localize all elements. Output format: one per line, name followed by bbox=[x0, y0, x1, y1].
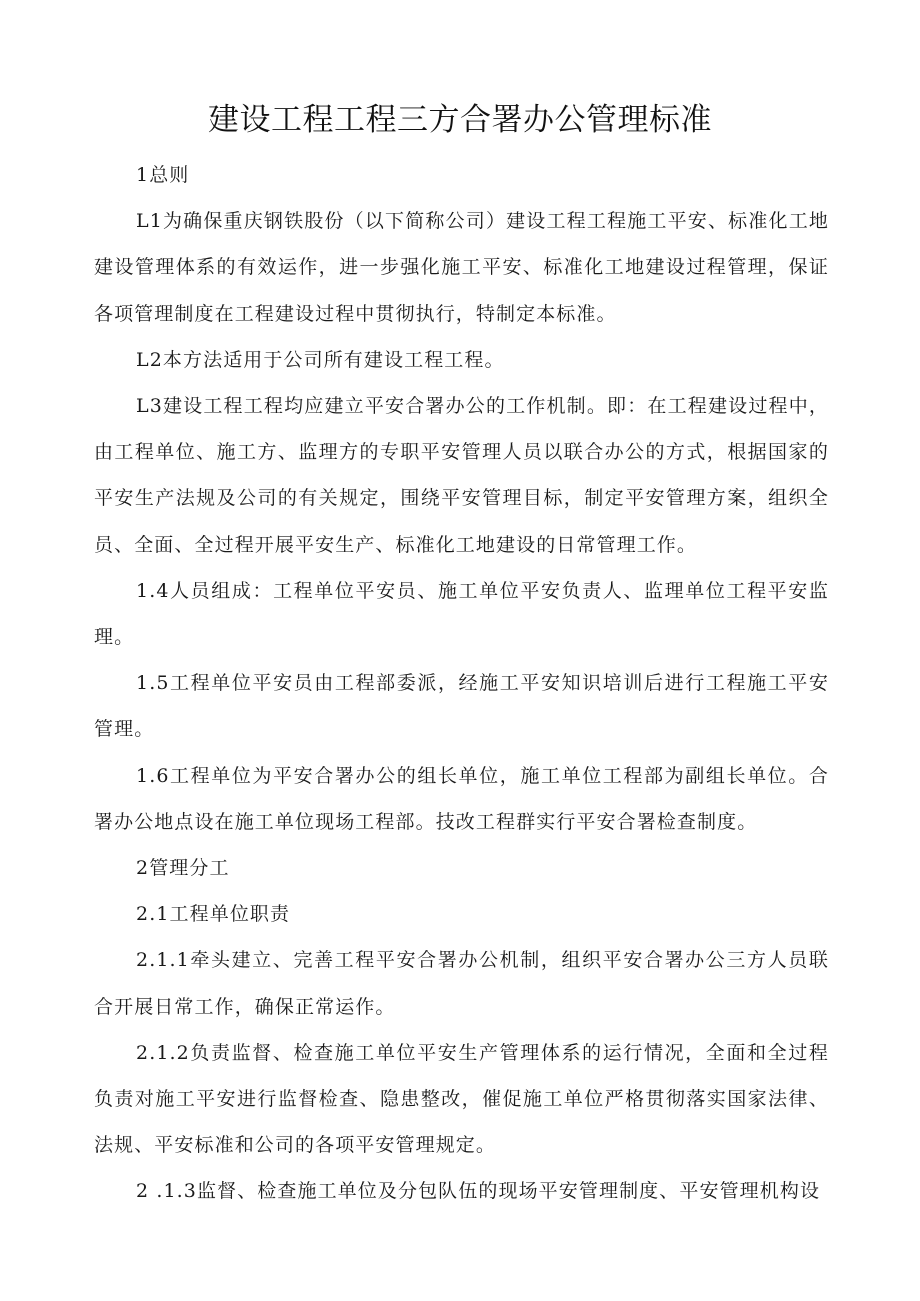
section-heading: 1总则 bbox=[136, 164, 190, 186]
paragraph: 2.1.2负责监督、检查施工单位平安生产管理体系的运行情况，全面和全过程负责对施工平安进行监督检查、隐患整改，催促施工单位严格贯彻落实国家法律、法规、平安标准和公司的各项平安管理规定。 bbox=[94, 1041, 829, 1157]
page-title: 建设工程工程三方合署办公管理标准 bbox=[208, 102, 712, 138]
paragraph: L3建设工程工程均应建立平安合署办公的工作机制。即：在工程建设过程中，由工程单位、施工方、监理方的专职平安管理人员以联合办公的方式，根据国家的平安生产法规及公司的有关规定，围绕平安管理目标，制定平安管理方案，组织全员、全面、全过程开展平安生产、标准化工地建设的日常管理工作。 bbox=[94, 395, 829, 556]
paragraph: 1.6工程单位为平安合署办公的组长单位，施工单位工程部为副组长单位。合署办公地点设在施工单位现场工程部。技改工程群实行平安合署检查制度。 bbox=[94, 764, 829, 833]
paragraph: L1为确保重庆钢铁股份（以下简称公司）建设工程工程施工平安、标准化工地建设管理体系的有效运作，进一步强化施工平安、标准化工地建设过程管理，保证各项管理制度在工程建设过程中贯彻执行，特制定本标准。 bbox=[94, 210, 829, 325]
paragraph: 2 .1.3监督、检查施工单位及分包队伍的现场平安管理制度、平安管理机构设 bbox=[136, 1180, 821, 1203]
paragraph: 1.5工程单位平安员由工程部委派，经施工平安知识培训后进行工程施工平安管理。 bbox=[94, 672, 829, 741]
section-heading: 2管理分工 bbox=[136, 857, 230, 880]
paragraph: L2本方法适用于公司所有建设工程工程。 bbox=[136, 348, 505, 371]
subsection-heading: 2.1工程单位职责 bbox=[136, 903, 291, 926]
paragraph: 1.4人员组成：工程单位平安员、施工单位平安负责人、监理单位工程平安监理。 bbox=[94, 579, 829, 649]
paragraph: 2.1.1牵头建立、完善工程平安合署办公机制，组织平安合署办公三方人员联合开展日常工作，确保正常运作。 bbox=[94, 949, 829, 1018]
document-body bbox=[94, 152, 829, 1215]
